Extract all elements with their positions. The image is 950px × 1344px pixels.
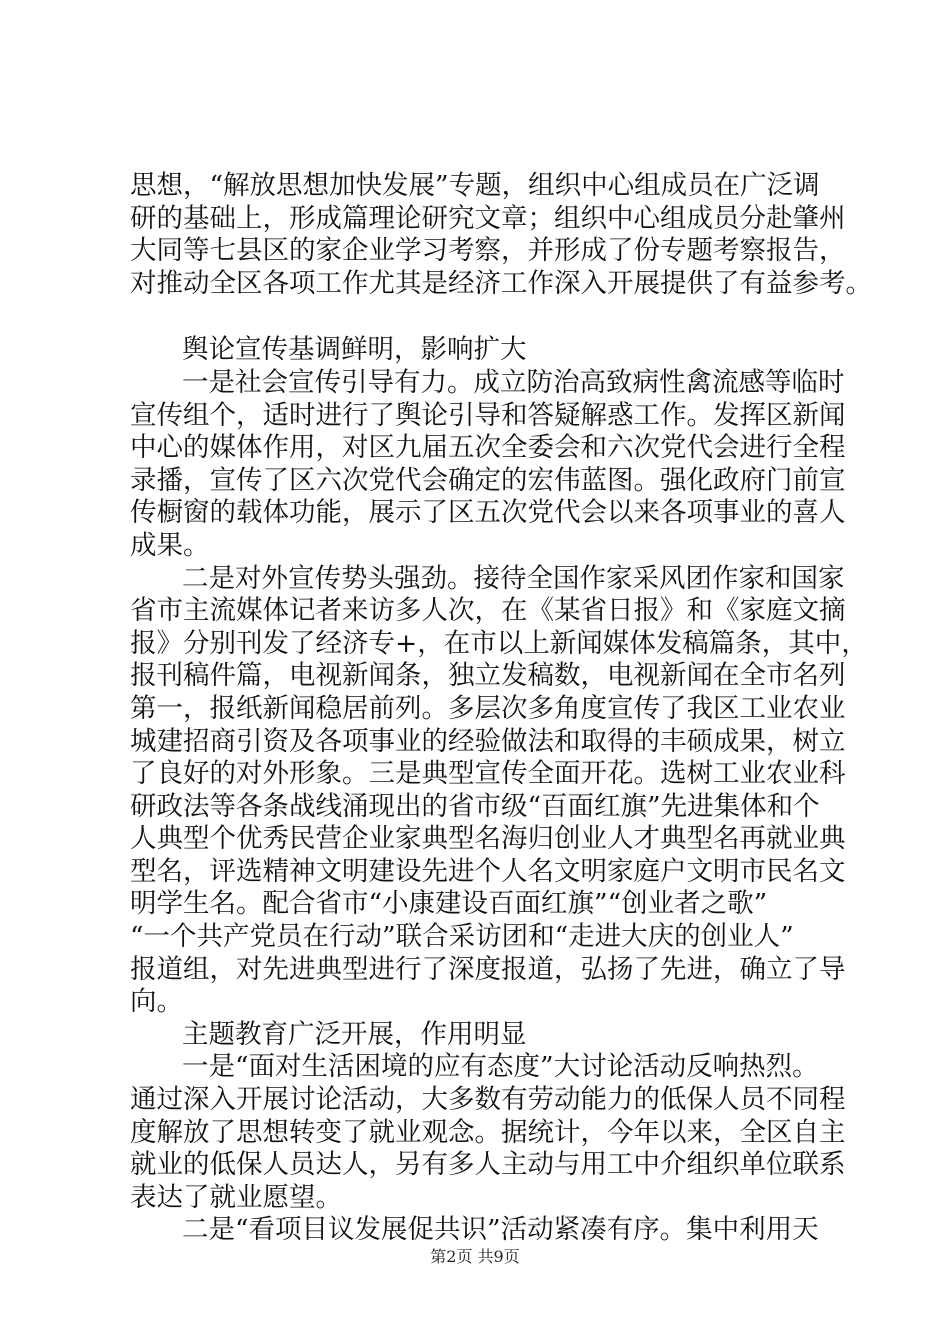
paragraph-line: 明学生名。配合省市“小康建设百面红旗”“创业者之歌” [130,888,768,920]
paragraph-line: 二是“看项目议发展促共识”活动紧凑有序。集中利用天 [182,1214,819,1246]
paragraph-line: 一是社会宣传引导有力。成立防治高致病性禽流感等临时 [182,366,845,398]
paragraph-line: 了良好的对外形象。三是典型宣传全面开花。选树工业农业科 [130,758,846,790]
paragraph-line: 就业的低保人员达人，另有多人主动与用工中介组织单位联系 [130,1149,846,1181]
paragraph-line: 研的基础上，形成篇理论研究文章；组织中心组成员分赴肇州 [130,202,846,234]
paragraph-line: 传橱窗的载体功能，展示了区五次党代会以来各项事业的喜人 [130,497,846,529]
paragraph-line: 研政法等各条战线涌现出的省市级“百面红旗”先进集体和个 [130,790,820,822]
paragraph-line: 录播，宣传了区六次党代会确定的宏伟蓝图。强化政府门前宣 [130,464,846,496]
paragraph-line: 省市主流媒体记者来访多人次，在《某省日报》和《家庭文摘 [130,595,846,627]
paragraph-line: 人典型个优秀民营企业家典型名海归创业人才典型名再就业典 [130,823,846,855]
paragraph-line: 表达了就业愿望。 [130,1181,342,1213]
paragraph-line: 宣传组个，适时进行了舆论引导和答疑解惑工作。发挥区新闻 [130,399,846,431]
paragraph-line: 报刊稿件篇，电视新闻条，独立发稿数，电视新闻在全市名列 [130,660,846,692]
paragraph-line: 通过深入开展讨论活动，大多数有劳动能力的低保人员不同程 [130,1084,846,1116]
section-heading: 舆论宣传基调鲜明，影响扩大 [182,334,527,366]
paragraph-line: 大同等七县区的家企业学习考察，并形成了份专题考察报告， [130,235,846,267]
page-number-footer: 第2页 共9页 [430,1247,520,1266]
paragraph-line: 向。 [130,986,183,1018]
paragraph-line: 第一，报纸新闻稳居前列。多层次多角度宣传了我区工业农业 [130,692,846,724]
paragraph-line: 城建招商引资及各项事业的经验做法和取得的丰硕成果，树立 [130,725,846,757]
paragraph-line: 型名，评选精神文明建设先进个人名文明家庭户文明市民名文 [130,855,846,887]
section-heading: 主题教育广泛开展，作用明显 [182,1018,527,1050]
paragraph-line: “一个共产党员在行动”联合采访团和“走进大庆的创业人” [130,921,794,953]
paragraph-gap [130,300,860,334]
document-body [130,170,872,1247]
paragraph-line: 报》分别刊发了经济专+，在市以上新闻媒体发稿篇条，其中， [130,627,868,659]
paragraph-line: 对推动全区各项工作尤其是经济工作深入开展提供了有益参考。 [130,267,872,299]
paragraph-line: 一是“面对生活困境的应有态度”大讨论活动反响热烈。 [182,1051,819,1083]
paragraph-line: 中心的媒体作用，对区九届五次全委会和六次党代会进行全程 [130,432,846,464]
paragraph-line: 报道组，对先进典型进行了深度报道，弘扬了先进，确立了导 [130,953,846,985]
paragraph-line: 思想，“解放思想加快发展”专题，组织中心组成员在广泛调 [130,170,820,201]
paragraph-line: 二是对外宣传势头强劲。接待全国作家采风团作家和国家 [182,562,845,594]
paragraph-line: 成果。 [130,529,210,561]
paragraph-line: 度解放了思想转变了就业观念。据统计，今年以来，全区自主 [130,1116,846,1148]
